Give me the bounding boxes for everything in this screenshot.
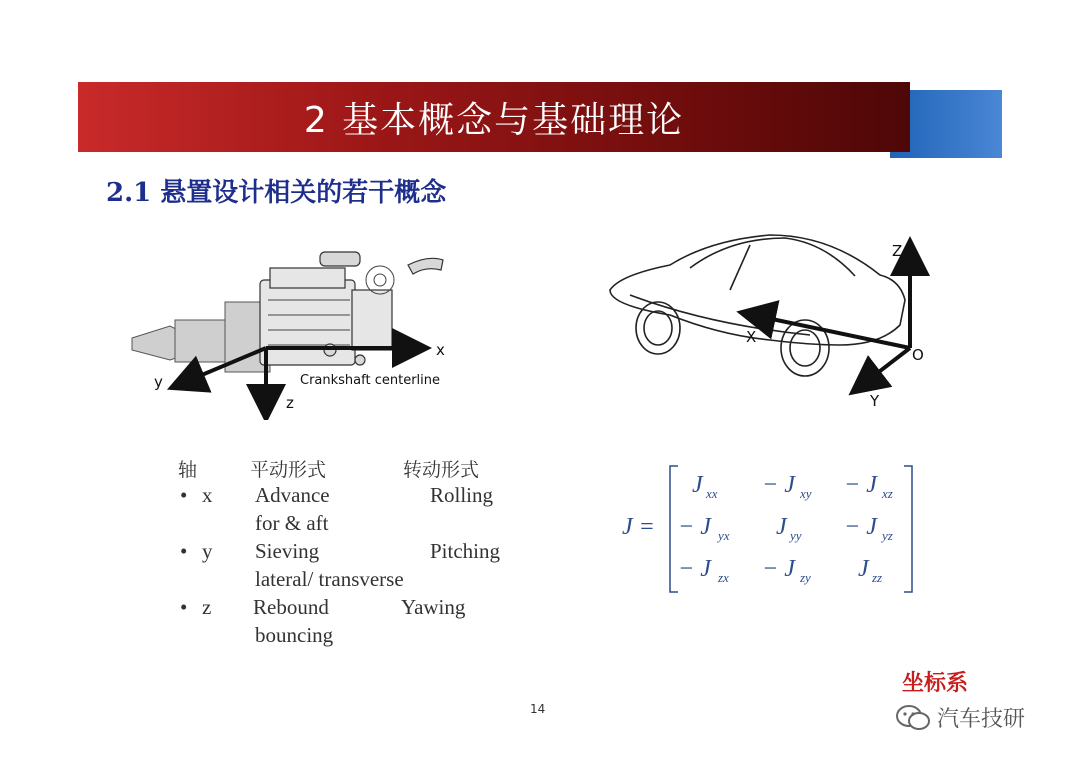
- table-row-y-cont: [178, 567, 523, 595]
- watermark: [895, 702, 1025, 733]
- matrix-cell: − J: [844, 472, 877, 498]
- header-rotation: 转动形式: [403, 459, 480, 481]
- table-row-z-cont: [178, 623, 523, 651]
- engine-diagram: [130, 240, 460, 420]
- matrix-subscript: yz: [882, 528, 893, 543]
- matrix-subscript: yy: [790, 528, 802, 543]
- translation-text-2: for & aft: [255, 511, 329, 535]
- wechat-icon: [895, 704, 931, 732]
- car-origin-label: O: [912, 346, 924, 364]
- title-banner: [78, 82, 910, 152]
- matrix-cell: − J: [762, 556, 795, 582]
- matrix-subscript: xx: [706, 486, 718, 501]
- section-title: 2.1 悬置设计相关的若干概念: [106, 178, 447, 208]
- table-row-z: [178, 595, 523, 623]
- car-y-label: Y: [870, 392, 880, 410]
- header-translation: 平动形式: [250, 459, 327, 481]
- axis-name: y: [202, 539, 213, 563]
- matrix-cell: J: [858, 556, 869, 582]
- matrix-subscript: yx: [718, 528, 730, 543]
- car-z-label: Z: [892, 242, 903, 260]
- translation-text: Rebound: [253, 595, 329, 619]
- bullet: •: [180, 539, 188, 563]
- translation-text: Advance: [255, 483, 330, 507]
- header-axis: 轴: [178, 459, 198, 481]
- table-row-x: [178, 483, 523, 511]
- rotation-text: Yawing: [401, 595, 466, 619]
- matrix-cell: − J: [678, 556, 711, 582]
- rotation-text: Rolling: [430, 483, 494, 507]
- rotation-text: Pitching: [430, 539, 501, 563]
- matrix-subscript: xy: [800, 486, 812, 501]
- translation-text-2: bouncing: [255, 623, 334, 647]
- matrix-cell: − J: [844, 514, 877, 540]
- matrix-lhs: J =: [622, 514, 655, 540]
- inertia-matrix: [620, 462, 920, 596]
- table-row-y: [178, 539, 523, 567]
- car-y-axis: [858, 348, 910, 388]
- matrix-subscript: zy: [800, 570, 811, 585]
- bullet: •: [180, 595, 188, 619]
- matrix-cell: − J: [762, 472, 795, 498]
- matrix-right-bracket: [904, 466, 912, 592]
- car-diagram: [600, 230, 940, 410]
- motion-table: [178, 455, 523, 651]
- coordinate-system-label: 坐标系: [902, 670, 969, 696]
- matrix-cell: J: [692, 472, 703, 498]
- bullet: •: [180, 483, 188, 507]
- table-header: [178, 455, 523, 483]
- slide-title: 2 基本概念与基础理论: [303, 99, 685, 141]
- car-x-label: X: [746, 328, 757, 346]
- crankshaft-label: Crankshaft centerline: [300, 373, 440, 388]
- page-number: 14: [530, 702, 546, 716]
- engine-z-label: z: [286, 394, 294, 412]
- axis-name: x: [202, 483, 213, 507]
- matrix-subscript: zx: [718, 570, 729, 585]
- matrix-subscript: zz: [872, 570, 883, 585]
- translation-text: Sieving: [255, 539, 320, 563]
- matrix-subscript: xz: [882, 486, 893, 501]
- engine-x-label: x: [436, 341, 445, 359]
- axis-name: z: [202, 595, 212, 619]
- matrix-left-bracket: [670, 466, 678, 592]
- translation-text-2: lateral/ transverse: [255, 567, 404, 591]
- table-row-x-cont: [178, 511, 523, 539]
- watermark-text: 汽车技研: [937, 707, 1026, 732]
- matrix-cell: − J: [678, 514, 711, 540]
- engine-y-label: y: [154, 373, 163, 391]
- matrix-cell: J: [776, 514, 787, 540]
